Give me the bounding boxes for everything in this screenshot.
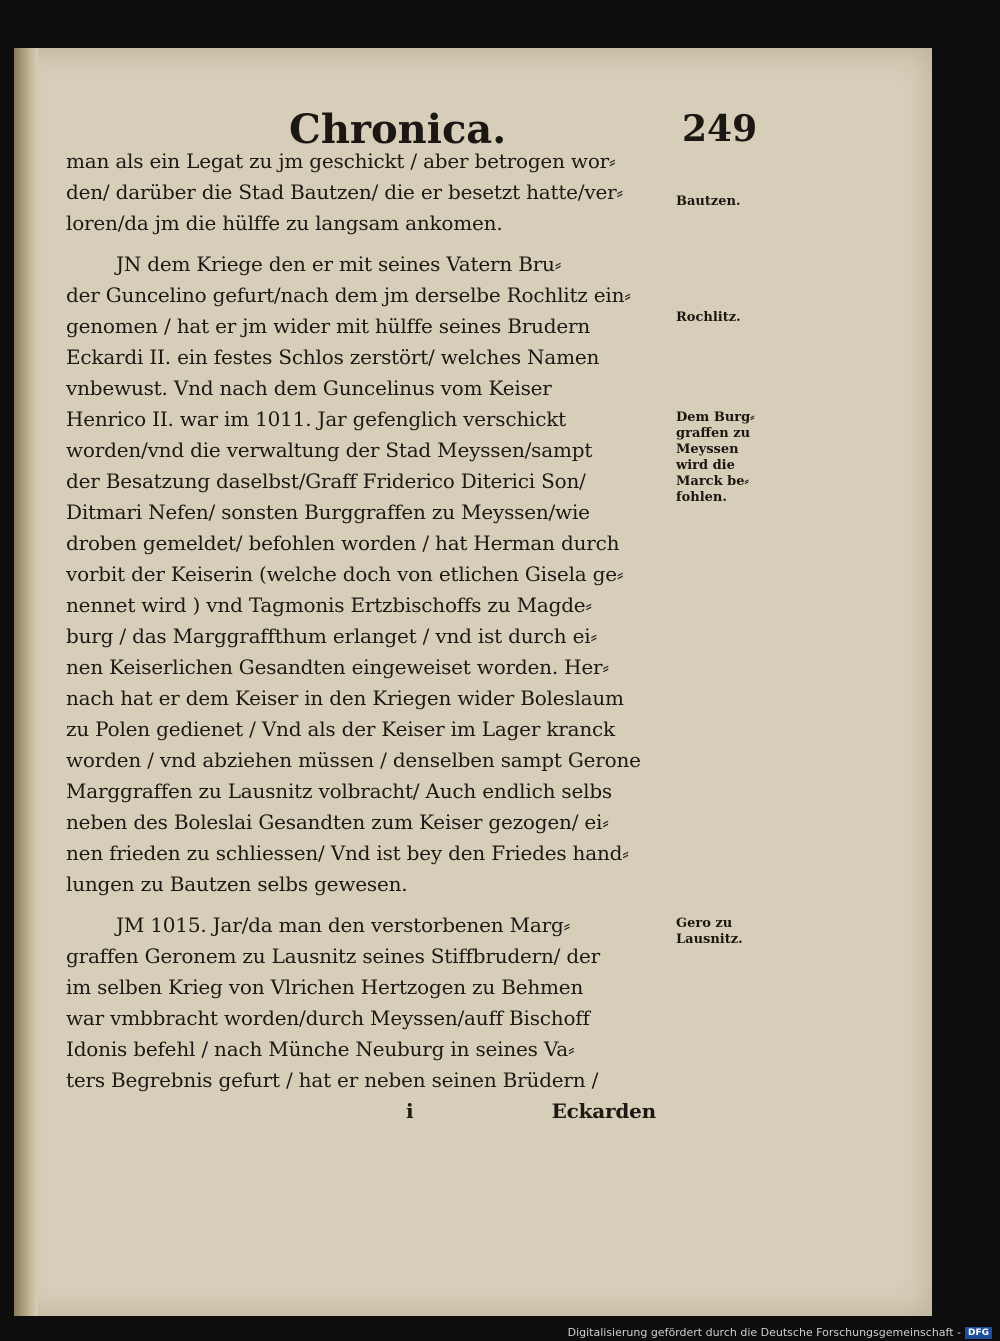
text-line: nennet wird ) vnd Tagmonis Ertzbischoffs zu Magde⸗ [66, 593, 592, 617]
text-line: lungen zu Bautzen selbs gewesen. [66, 872, 408, 896]
running-head: Chronica. [289, 106, 507, 153]
text-line: nach hat er dem Keiser in den Kriegen wider Boleslaum [66, 686, 624, 710]
text-line: Marggraffen zu Lausnitz volbracht/ Auch endlich selbs [66, 779, 612, 803]
text-line: man als ein Legat zu jm geschickt / aber betrogen wor⸗ [66, 149, 616, 173]
book-page [14, 48, 932, 1316]
body-text [66, 146, 666, 1127]
text-line: Henrico II. war im 1011. Jar gefenglich verschickt [66, 407, 566, 431]
text-line: burg / das Marggraffthum erlanget / vnd ist durch ei⸗ [66, 624, 597, 648]
text-line: zu Polen gedienet / Vnd als der Keiser im Lager kranck [66, 717, 615, 741]
text-line: droben gemeldet/ befohlen worden / hat Herman durch [66, 531, 620, 555]
dfg-logo: DFG [965, 1327, 992, 1339]
text-line: Idonis befehl / nach Münche Neuburg in seines Va⸗ [66, 1037, 575, 1061]
text-line: worden/vnd die verwaltung der Stad Meyssen/sampt [66, 438, 593, 462]
text-line: Ditmari Nefen/ sonsten Burggraffen zu Meyssen/wie [66, 500, 590, 524]
text-line: den/ darüber die Stad Bautzen/ die er besetzt hatte/ver⸗ [66, 180, 623, 204]
signature-catchword-row [66, 1096, 656, 1127]
text-line: worden / vnd abziehen müssen / denselben sampt Gerone [66, 748, 641, 772]
text-line: vnbewust. Vnd nach dem Guncelinus vom Keiser [66, 376, 552, 400]
text-line: der Guncelino gefurt/nach dem jm derselbe Rochlitz ein⸗ [66, 283, 631, 307]
margin-note-rochlitz: Rochlitz. [676, 310, 741, 325]
text-line: loren/da jm die hülffe zu langsam ankomen. [66, 211, 503, 235]
text-line: graffen Geronem zu Lausnitz seines Stiffbrudern/ der [66, 944, 600, 968]
page-number: 249 [682, 108, 758, 150]
page-binding-edge [14, 48, 38, 1316]
footer-credit: Digitalisierung gefördert durch die Deutsche Forschungsgemeinschaft - [567, 1326, 961, 1339]
text-line: vorbit der Keiserin (welche doch von etlichen Gisela ge⸗ [66, 562, 624, 586]
text-line: neben des Boleslai Gesandten zum Keiser gezogen/ ei⸗ [66, 810, 609, 834]
text-line: war vmbbracht worden/durch Meyssen/auff Bischoff [66, 1006, 590, 1030]
catchword: Eckarden [551, 1099, 656, 1123]
text-line: ters Begrebnis gefurt / hat er neben seinen Brüdern / [66, 1068, 599, 1092]
text-line: Eckardi II. ein festes Schlos zerstört/ welches Namen [66, 345, 600, 369]
margin-note-bautzen: Bautzen. [676, 194, 741, 209]
signature-mark: i [406, 1099, 414, 1123]
margin-note-burggraf: Dem Burg⸗ graffen zu Meyssen wird die Marck be⸗ fohlen. [676, 410, 755, 505]
text-line: genomen / hat er jm wider mit hülffe seines Brudern [66, 314, 591, 338]
text-line: nen Keiserlichen Gesandten eingeweiset worden. Her⸗ [66, 655, 609, 679]
text-line: der Besatzung daselbst/Graff Friderico Diterici Son/ [66, 469, 586, 493]
text-line: nen frieden zu schliessen/ Vnd ist bey den Friedes hand⸗ [66, 841, 629, 865]
margin-note-gero: Gero zu Lausnitz. [676, 916, 743, 947]
text-line: im selben Krieg von Vlrichen Hertzogen zu Behmen [66, 975, 584, 999]
digitization-footer [568, 1326, 992, 1339]
text-line: JN dem Kriege den er mit seines Vatern Bru⸗ [116, 252, 562, 276]
text-line: JM 1015. Jar/da man den verstorbenen Marg⸗ [116, 913, 571, 937]
